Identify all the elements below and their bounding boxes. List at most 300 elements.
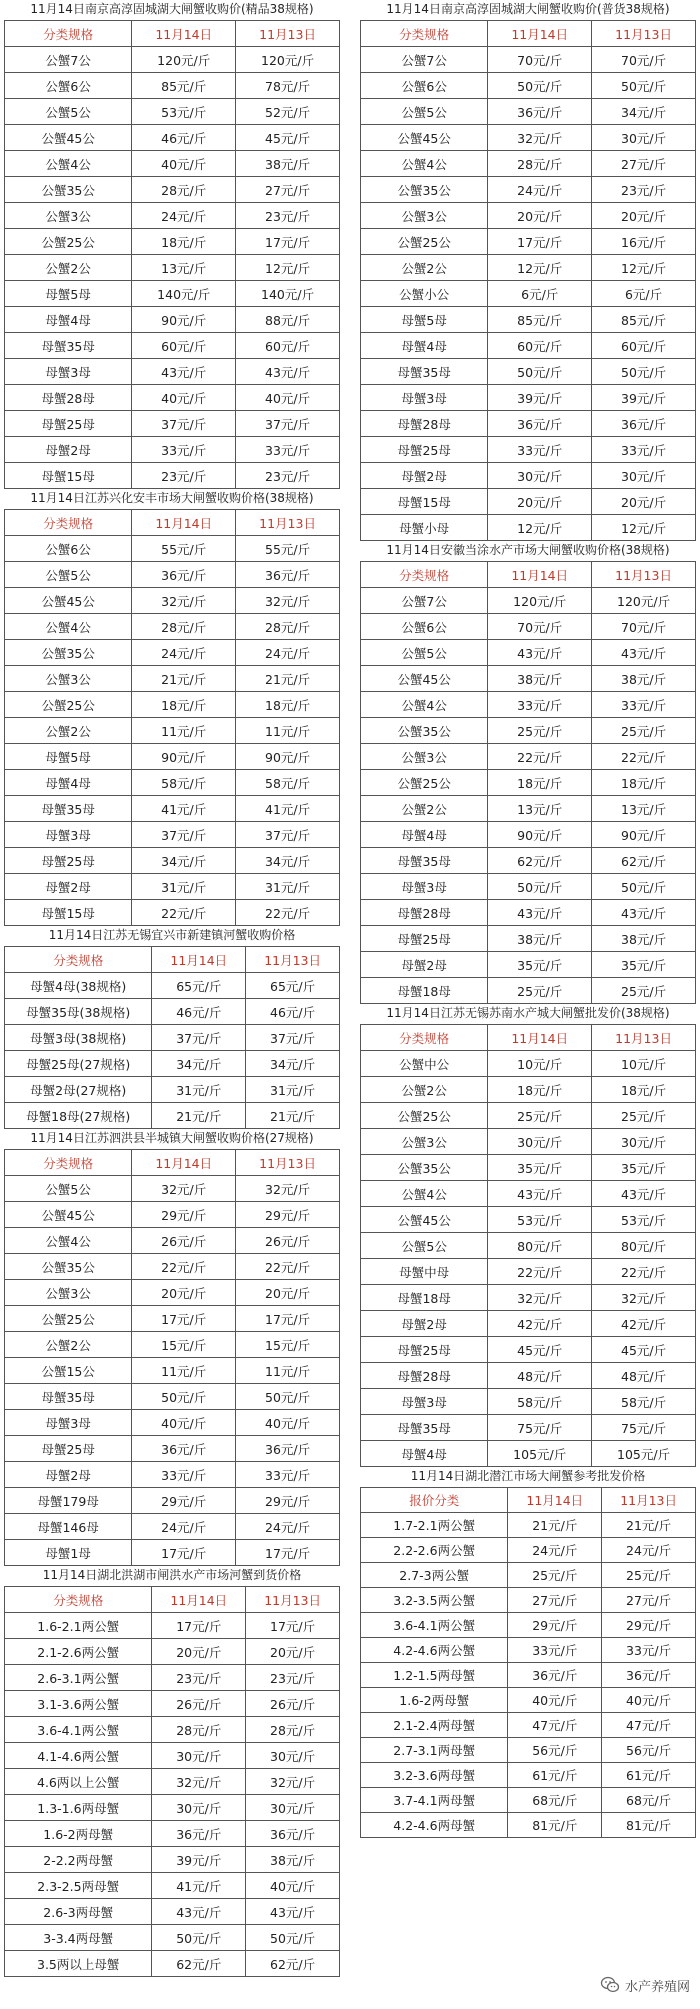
cell-price-2: 140元/斤 <box>236 281 340 307</box>
table-row <box>361 1663 696 1688</box>
cell-price-2: 40元/斤 <box>602 1688 696 1713</box>
cell-price-1: 35元/斤 <box>488 952 592 978</box>
table-row <box>361 1103 696 1129</box>
table-row <box>5 874 340 900</box>
table-row <box>5 1514 340 1540</box>
cell-price-2: 12元/斤 <box>592 515 696 541</box>
table-row <box>361 1538 696 1563</box>
cell-price-2: 52元/斤 <box>236 99 340 125</box>
cell-price-2: 31元/斤 <box>236 874 340 900</box>
cell-price-1: 26元/斤 <box>152 1691 246 1717</box>
cell-spec: 公蟹45公 <box>5 1202 132 1228</box>
cell-spec: 母蟹15母 <box>5 900 132 926</box>
table-row <box>361 307 696 333</box>
header-date-2: 11月13日 <box>592 21 696 47</box>
cell-price-2: 43元/斤 <box>592 1181 696 1207</box>
cell-price-1: 22元/斤 <box>488 1259 592 1285</box>
cell-spec: 公蟹4公 <box>5 151 132 177</box>
cell-price-1: 18元/斤 <box>132 229 236 255</box>
cell-spec: 公蟹5公 <box>5 1176 132 1202</box>
price-table-block <box>360 0 696 541</box>
cell-price-1: 90元/斤 <box>132 307 236 333</box>
table-row <box>5 666 340 692</box>
cell-price-2: 65元/斤 <box>246 973 340 999</box>
cell-price-1: 22元/斤 <box>132 900 236 926</box>
cell-price-2: 50元/斤 <box>592 359 696 385</box>
cell-price-1: 68元/斤 <box>508 1788 602 1813</box>
cell-spec: 母蟹28母 <box>361 411 488 437</box>
cell-price-1: 53元/斤 <box>132 99 236 125</box>
cell-price-2: 58元/斤 <box>592 1389 696 1415</box>
cell-price-1: 32元/斤 <box>132 588 236 614</box>
table-row <box>361 1181 696 1207</box>
table-row <box>361 1788 696 1813</box>
cell-spec: 公蟹35公 <box>5 1254 132 1280</box>
cell-price-2: 120元/斤 <box>236 47 340 73</box>
table-title: 11月14日江苏无锡宜兴市新建镇河蟹收购价格 <box>48 928 296 942</box>
cell-price-1: 34元/斤 <box>152 1051 246 1077</box>
cell-price-1: 12元/斤 <box>488 255 592 281</box>
cell-price-2: 39元/斤 <box>592 385 696 411</box>
cell-price-2: 53元/斤 <box>592 1207 696 1233</box>
table-header-row <box>5 510 340 536</box>
table-row <box>5 1332 340 1358</box>
cell-price-2: 32元/斤 <box>592 1285 696 1311</box>
header-date-2: 11月13日 <box>236 21 340 47</box>
cell-price-1: 40元/斤 <box>132 1410 236 1436</box>
table-row <box>5 614 340 640</box>
cell-spec: 3.6-4.1两公蟹 <box>5 1717 152 1743</box>
cell-price-1: 33元/斤 <box>132 437 236 463</box>
table-row <box>5 255 340 281</box>
cell-price-2: 40元/斤 <box>246 1873 340 1899</box>
cell-spec: 母蟹25母 <box>361 437 488 463</box>
table-row <box>5 99 340 125</box>
cell-price-2: 21元/斤 <box>236 666 340 692</box>
cell-price-1: 17元/斤 <box>132 1540 236 1566</box>
cell-spec: 2.6-3两母蟹 <box>5 1899 152 1925</box>
cell-price-1: 33元/斤 <box>488 437 592 463</box>
table-row <box>5 1613 340 1639</box>
table-title: 11月14日湖北潜江市场大闸蟹参考批发价格 <box>410 1469 646 1483</box>
cell-price-1: 62元/斤 <box>488 848 592 874</box>
table-header-row <box>361 1025 696 1051</box>
cell-price-2: 81元/斤 <box>602 1813 696 1838</box>
cell-spec: 母蟹35母(38规格) <box>5 999 152 1025</box>
cell-spec: 母蟹5母 <box>361 307 488 333</box>
cell-spec: 母蟹3母 <box>361 1389 488 1415</box>
table-row <box>5 588 340 614</box>
cell-price-1: 6元/斤 <box>488 281 592 307</box>
cell-spec: 公蟹25公 <box>361 1103 488 1129</box>
table-row <box>5 1077 340 1103</box>
table-row <box>5 822 340 848</box>
cell-spec: 1.6-2两母蟹 <box>361 1688 508 1713</box>
header-spec: 分类规格 <box>5 947 152 973</box>
cell-price-2: 29元/斤 <box>236 1488 340 1514</box>
cell-spec: 3.2-3.5两公蟹 <box>361 1588 508 1613</box>
cell-price-1: 37元/斤 <box>132 822 236 848</box>
table-row <box>361 692 696 718</box>
cell-price-2: 23元/斤 <box>592 177 696 203</box>
table-row <box>361 900 696 926</box>
table-header-row <box>361 562 696 588</box>
table-row <box>5 536 340 562</box>
table-row <box>5 1025 340 1051</box>
table-row <box>361 1389 696 1415</box>
table-row <box>5 411 340 437</box>
cell-price-1: 42元/斤 <box>488 1311 592 1337</box>
cell-price-2: 32元/斤 <box>246 1769 340 1795</box>
table-row <box>361 1155 696 1181</box>
table-row <box>5 1051 340 1077</box>
cell-price-2: 33元/斤 <box>236 437 340 463</box>
cell-spec: 公蟹4公 <box>5 614 132 640</box>
table-title: 11月14日安徽当涂水产市场大闸蟹收购价格(38规格) <box>386 543 670 557</box>
table-row <box>5 1202 340 1228</box>
table-row <box>361 47 696 73</box>
table-row <box>361 255 696 281</box>
cell-price-1: 36元/斤 <box>508 1663 602 1688</box>
table-row <box>361 1638 696 1663</box>
cell-spec: 公蟹7公 <box>5 47 132 73</box>
cell-spec: 1.3-1.6两母蟹 <box>5 1795 152 1821</box>
cell-price-2: 32元/斤 <box>236 1176 340 1202</box>
table-header-row <box>5 947 340 973</box>
header-date-2: 11月13日 <box>592 562 696 588</box>
header-spec: 分类规格 <box>361 21 488 47</box>
cell-spec: 母蟹3母 <box>5 1410 132 1436</box>
table-row <box>5 1306 340 1332</box>
table-title: 11月14日南京高淳固城湖大闸蟹收购价(普货38规格) <box>386 2 670 16</box>
cell-spec: 公蟹25公 <box>5 692 132 718</box>
cell-price-2: 46元/斤 <box>246 999 340 1025</box>
cell-spec: 公蟹35公 <box>361 1155 488 1181</box>
cell-spec: 3.5两以上母蟹 <box>5 1951 152 1977</box>
cell-price-1: 41元/斤 <box>152 1873 246 1899</box>
table-row <box>5 1925 340 1951</box>
table-row <box>5 1540 340 1566</box>
cell-price-2: 62元/斤 <box>246 1951 340 1977</box>
cell-price-1: 25元/斤 <box>508 1563 602 1588</box>
cell-price-1: 43元/斤 <box>152 1899 246 1925</box>
table-row <box>5 1691 340 1717</box>
cell-price-1: 21元/斤 <box>132 666 236 692</box>
table-row <box>5 1743 340 1769</box>
cell-price-2: 37元/斤 <box>236 411 340 437</box>
cell-price-1: 30元/斤 <box>152 1743 246 1769</box>
cell-price-2: 30元/斤 <box>592 463 696 489</box>
cell-spec: 公蟹4公 <box>5 1228 132 1254</box>
cell-spec: 公蟹6公 <box>5 73 132 99</box>
cell-spec: 公蟹2公 <box>361 796 488 822</box>
cell-price-2: 33元/斤 <box>602 1638 696 1663</box>
cell-price-1: 47元/斤 <box>508 1713 602 1738</box>
cell-spec: 公蟹35公 <box>5 640 132 666</box>
table-row <box>361 666 696 692</box>
cell-price-2: 27元/斤 <box>236 177 340 203</box>
table-row <box>5 463 340 489</box>
cell-price-1: 36元/斤 <box>132 1436 236 1462</box>
header-date-2: 11月13日 <box>246 1587 340 1613</box>
cell-spec: 母蟹25母(27规格) <box>5 1051 152 1077</box>
table-row <box>5 770 340 796</box>
cell-price-1: 43元/斤 <box>488 900 592 926</box>
cell-spec: 公蟹45公 <box>361 1207 488 1233</box>
cell-price-1: 24元/斤 <box>132 203 236 229</box>
header-date-1: 11月14日 <box>132 21 236 47</box>
table-row <box>5 1899 340 1925</box>
price-table-block <box>4 1566 340 1977</box>
price-table-block <box>360 541 696 1004</box>
cell-spec: 1.6-2两母蟹 <box>5 1821 152 1847</box>
price-table <box>4 1149 340 1566</box>
cell-spec: 母蟹2母 <box>361 1311 488 1337</box>
table-row <box>361 1513 696 1538</box>
cell-price-1: 23元/斤 <box>152 1665 246 1691</box>
cell-price-1: 20元/斤 <box>488 203 592 229</box>
cell-price-2: 90元/斤 <box>236 744 340 770</box>
cell-spec: 公蟹6公 <box>361 73 488 99</box>
cell-spec: 母蟹2母(27规格) <box>5 1077 152 1103</box>
price-table <box>360 20 696 541</box>
cell-spec: 公蟹25公 <box>361 770 488 796</box>
table-row <box>361 1441 696 1467</box>
cell-price-2: 62元/斤 <box>592 848 696 874</box>
cell-spec: 公蟹5公 <box>361 640 488 666</box>
cell-price-1: 30元/斤 <box>488 463 592 489</box>
cell-price-2: 17元/斤 <box>236 229 340 255</box>
header-date-1: 11月14日 <box>132 1150 236 1176</box>
price-table-block <box>360 1004 696 1467</box>
cell-spec: 2.7-3.1两母蟹 <box>361 1738 508 1763</box>
cell-spec: 1.6-2.1两公蟹 <box>5 1613 152 1639</box>
table-row <box>361 177 696 203</box>
cell-price-2: 38元/斤 <box>236 151 340 177</box>
cell-price-2: 18元/斤 <box>236 692 340 718</box>
cell-spec: 2.6-3.1两公蟹 <box>5 1665 152 1691</box>
cell-price-1: 18元/斤 <box>132 692 236 718</box>
table-row <box>361 73 696 99</box>
cell-price-1: 40元/斤 <box>132 385 236 411</box>
cell-price-1: 36元/斤 <box>152 1821 246 1847</box>
table-row <box>5 1176 340 1202</box>
table-row <box>5 281 340 307</box>
cell-spec: 母蟹18母 <box>361 1285 488 1311</box>
table-row <box>5 151 340 177</box>
cell-spec: 4.2-4.6两公蟹 <box>361 1638 508 1663</box>
cell-price-1: 39元/斤 <box>488 385 592 411</box>
table-row <box>5 47 340 73</box>
cell-price-1: 28元/斤 <box>132 177 236 203</box>
table-row <box>5 1280 340 1306</box>
table-row <box>361 770 696 796</box>
cell-spec: 母蟹3母 <box>361 385 488 411</box>
cell-price-1: 58元/斤 <box>132 770 236 796</box>
cell-price-2: 55元/斤 <box>236 536 340 562</box>
cell-spec: 公蟹4公 <box>361 692 488 718</box>
cell-spec: 母蟹25母 <box>361 926 488 952</box>
table-row <box>361 952 696 978</box>
cell-price-1: 37元/斤 <box>152 1025 246 1051</box>
cell-price-2: 47元/斤 <box>602 1713 696 1738</box>
cell-price-1: 20元/斤 <box>488 489 592 515</box>
cell-spec: 母蟹4母 <box>361 1441 488 1467</box>
cell-price-1: 25元/斤 <box>488 978 592 1004</box>
cell-price-2: 20元/斤 <box>236 1280 340 1306</box>
cell-price-1: 11元/斤 <box>132 1358 236 1384</box>
cell-price-1: 43元/斤 <box>488 640 592 666</box>
right-column <box>360 0 696 1838</box>
cell-price-1: 22元/斤 <box>488 744 592 770</box>
table-row <box>361 1337 696 1363</box>
cell-price-1: 33元/斤 <box>508 1638 602 1663</box>
header-date-2: 11月13日 <box>246 947 340 973</box>
cell-price-2: 22元/斤 <box>592 744 696 770</box>
table-row <box>5 1769 340 1795</box>
cell-price-2: 36元/斤 <box>602 1663 696 1688</box>
cell-spec: 公蟹35公 <box>361 177 488 203</box>
cell-price-2: 22元/斤 <box>236 1254 340 1280</box>
cell-price-2: 26元/斤 <box>246 1691 340 1717</box>
header-date-2: 11月13日 <box>592 1025 696 1051</box>
header-date-1: 11月14日 <box>508 1488 602 1513</box>
cell-spec: 公蟹3公 <box>361 1129 488 1155</box>
cell-spec: 公蟹45公 <box>361 666 488 692</box>
table-row <box>361 1285 696 1311</box>
cell-price-1: 24元/斤 <box>132 640 236 666</box>
cell-spec: 1.2-1.5两母蟹 <box>361 1663 508 1688</box>
cell-price-2: 68元/斤 <box>602 1788 696 1813</box>
cell-price-2: 25元/斤 <box>592 1103 696 1129</box>
cell-price-2: 48元/斤 <box>592 1363 696 1389</box>
cell-price-1: 85元/斤 <box>132 73 236 99</box>
table-row <box>361 151 696 177</box>
header-date-1: 11月14日 <box>488 21 592 47</box>
cell-price-2: 23元/斤 <box>236 203 340 229</box>
header-date-1: 11月14日 <box>488 1025 592 1051</box>
cell-spec: 公蟹6公 <box>361 614 488 640</box>
table-header-row <box>5 21 340 47</box>
table-row <box>361 1129 696 1155</box>
cell-spec: 公蟹3公 <box>5 666 132 692</box>
cell-spec: 公蟹4公 <box>361 151 488 177</box>
cell-price-2: 42元/斤 <box>592 1311 696 1337</box>
price-table-block <box>360 1467 696 1838</box>
cell-price-1: 29元/斤 <box>508 1613 602 1638</box>
cell-spec: 母蟹2母 <box>5 1462 132 1488</box>
cell-price-1: 25元/斤 <box>488 1103 592 1129</box>
cell-spec: 2.7-3两公蟹 <box>361 1563 508 1588</box>
table-row <box>361 1688 696 1713</box>
table-row <box>5 203 340 229</box>
cell-spec: 母蟹18母 <box>361 978 488 1004</box>
table-row <box>5 73 340 99</box>
cell-price-2: 50元/斤 <box>592 73 696 99</box>
table-row <box>361 1738 696 1763</box>
cell-price-2: 30元/斤 <box>592 125 696 151</box>
cell-spec: 公蟹2公 <box>5 255 132 281</box>
table-row <box>361 796 696 822</box>
cell-price-1: 90元/斤 <box>488 822 592 848</box>
cell-price-2: 27元/斤 <box>602 1588 696 1613</box>
cell-price-2: 23元/斤 <box>246 1665 340 1691</box>
cell-spec: 母蟹4母 <box>361 333 488 359</box>
cell-price-2: 88元/斤 <box>236 307 340 333</box>
table-row <box>361 281 696 307</box>
cell-price-1: 21元/斤 <box>508 1513 602 1538</box>
table-row <box>361 489 696 515</box>
cell-price-2: 78元/斤 <box>236 73 340 99</box>
cell-price-2: 17元/斤 <box>246 1613 340 1639</box>
cell-spec: 公蟹35公 <box>5 177 132 203</box>
cell-spec: 母蟹28母 <box>361 900 488 926</box>
cell-price-1: 13元/斤 <box>132 255 236 281</box>
cell-price-1: 28元/斤 <box>132 614 236 640</box>
table-header-row <box>361 1488 696 1513</box>
cell-spec: 母蟹35母 <box>5 1384 132 1410</box>
cell-price-1: 11元/斤 <box>132 718 236 744</box>
table-row <box>5 437 340 463</box>
header-date-1: 11月14日 <box>152 1587 246 1613</box>
table-row <box>5 1951 340 1977</box>
cell-price-2: 30元/斤 <box>246 1795 340 1821</box>
cell-spec: 公蟹3公 <box>361 744 488 770</box>
table-row <box>361 411 696 437</box>
header-spec: 分类规格 <box>361 562 488 588</box>
cell-spec: 母蟹5母 <box>5 744 132 770</box>
table-row <box>5 1228 340 1254</box>
price-table-block <box>4 489 340 926</box>
cell-price-1: 10元/斤 <box>488 1051 592 1077</box>
table-row <box>361 1763 696 1788</box>
watermark <box>600 1975 690 1995</box>
cell-spec: 母蟹2母 <box>361 463 488 489</box>
cell-price-2: 56元/斤 <box>602 1738 696 1763</box>
cell-price-1: 29元/斤 <box>132 1202 236 1228</box>
cell-price-2: 28元/斤 <box>236 614 340 640</box>
cell-price-1: 22元/斤 <box>132 1254 236 1280</box>
cell-price-1: 43元/斤 <box>488 1181 592 1207</box>
cell-price-1: 18元/斤 <box>488 770 592 796</box>
table-row <box>361 229 696 255</box>
cell-price-1: 50元/斤 <box>152 1925 246 1951</box>
table-row <box>361 1588 696 1613</box>
cell-price-1: 36元/斤 <box>488 99 592 125</box>
cell-price-1: 120元/斤 <box>132 47 236 73</box>
cell-spec: 母蟹中母 <box>361 1259 488 1285</box>
price-table <box>360 1024 696 1467</box>
table-row <box>5 229 340 255</box>
table-row <box>361 125 696 151</box>
cell-price-1: 41元/斤 <box>132 796 236 822</box>
cell-price-2: 75元/斤 <box>592 1415 696 1441</box>
cell-price-2: 60元/斤 <box>236 333 340 359</box>
cell-price-2: 29元/斤 <box>236 1202 340 1228</box>
header-spec: 分类规格 <box>361 1025 488 1051</box>
price-table <box>4 20 340 489</box>
cell-price-1: 30元/斤 <box>488 1129 592 1155</box>
cell-price-2: 50元/斤 <box>236 1384 340 1410</box>
cell-price-2: 31元/斤 <box>246 1077 340 1103</box>
cell-price-1: 17元/斤 <box>152 1613 246 1639</box>
cell-spec: 母蟹35母 <box>361 1415 488 1441</box>
cell-spec: 母蟹3母 <box>5 822 132 848</box>
table-row <box>361 848 696 874</box>
cell-spec: 母蟹2母 <box>361 952 488 978</box>
cell-price-2: 70元/斤 <box>592 614 696 640</box>
cell-price-2: 90元/斤 <box>592 822 696 848</box>
